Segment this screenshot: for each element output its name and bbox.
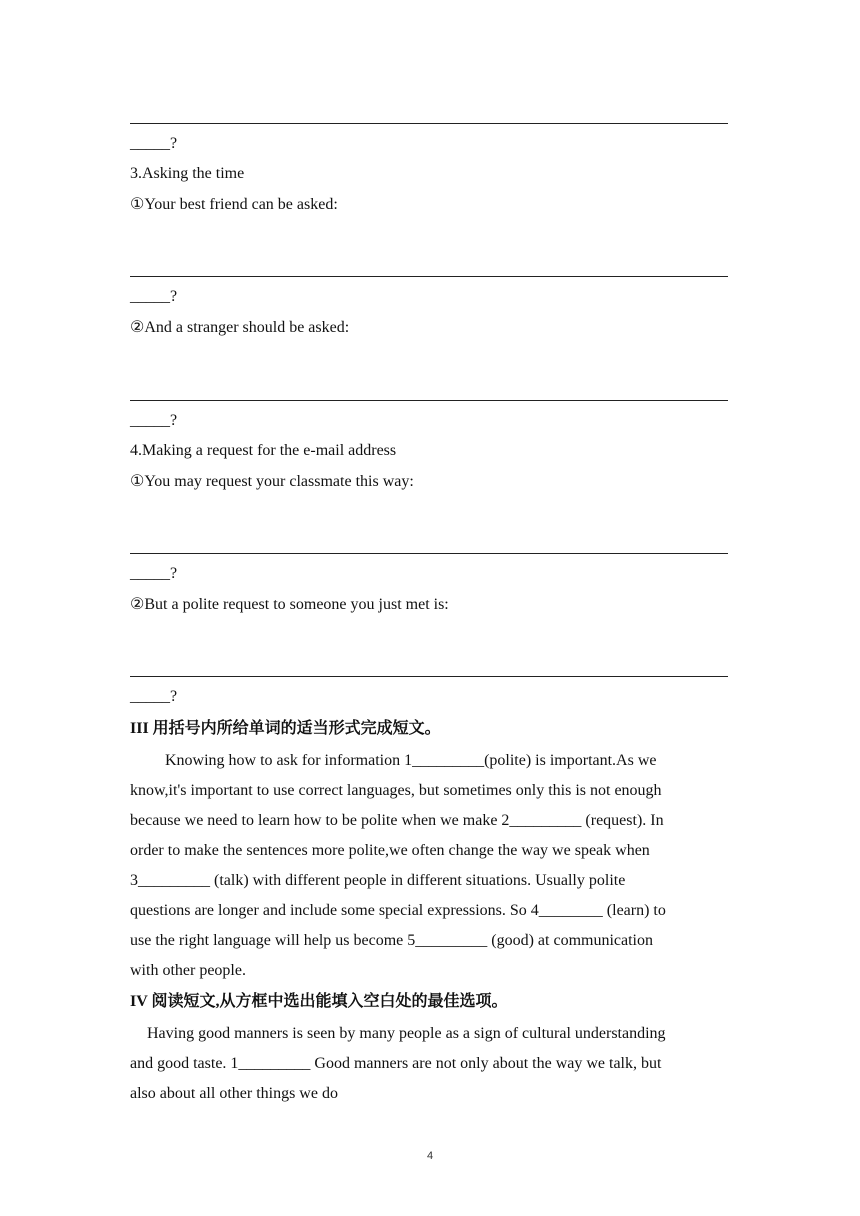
passage-line: use the right language will help us become 5_________ (good) at communication [130, 932, 653, 949]
passage-line: and good taste. 1_________ Good manners are not only about the way we talk, but [130, 1055, 662, 1072]
answer-line [130, 276, 728, 277]
passage-line: questions are longer and include some special expressions. So 4________ (learn) to [130, 902, 666, 919]
answer-tail: _____? [130, 412, 178, 429]
answer-tail: _____? [130, 135, 178, 152]
passage-line: 3_________ (talk) with different people in different situations. Usually polite [130, 872, 626, 889]
answer-tail: _____? [130, 688, 178, 705]
passage-line: because we need to learn how to be polite when we make 2_________ (request). In [130, 812, 664, 829]
passage-line: with other people. [130, 962, 246, 979]
answer-line [130, 400, 728, 401]
answer-tail: _____? [130, 565, 178, 582]
section-title: 4.Making a request for the e-mail address [130, 442, 397, 459]
part3-passage [130, 746, 730, 986]
section-title: 3.Asking the time [130, 165, 245, 182]
answer-line [130, 553, 728, 554]
question-text: ②And a stranger should be asked: [130, 319, 350, 336]
question-text: ①You may request your classmate this way: [130, 473, 414, 490]
passage-line: Having good manners is seen by many people as a sign of cultural understanding [147, 1025, 666, 1042]
part4-passage [130, 1019, 730, 1109]
passage-line: know,it's important to use correct languages, but sometimes only this is not enough [130, 782, 662, 799]
passage-line: also about all other things we do [130, 1085, 338, 1102]
answer-line [130, 676, 728, 677]
answer-line [130, 123, 728, 124]
passage-line: Knowing how to ask for information 1_________(polite) is important.As we [165, 752, 657, 769]
answer-tail: _____? [130, 288, 178, 305]
part4-heading: IV 阅读短文,从方框中选出能填入空白处的最佳选项。 [130, 993, 508, 1010]
passage-line: order to make the sentences more polite,we often change the way we speak when [130, 842, 650, 859]
page-number: 4 [426, 1150, 434, 1162]
part3-heading: III 用括号内所给单词的适当形式完成短文。 [130, 720, 441, 737]
question-text: ②But a polite request to someone you just met is: [130, 596, 449, 613]
question-text: ①Your best friend can be asked: [130, 196, 338, 213]
